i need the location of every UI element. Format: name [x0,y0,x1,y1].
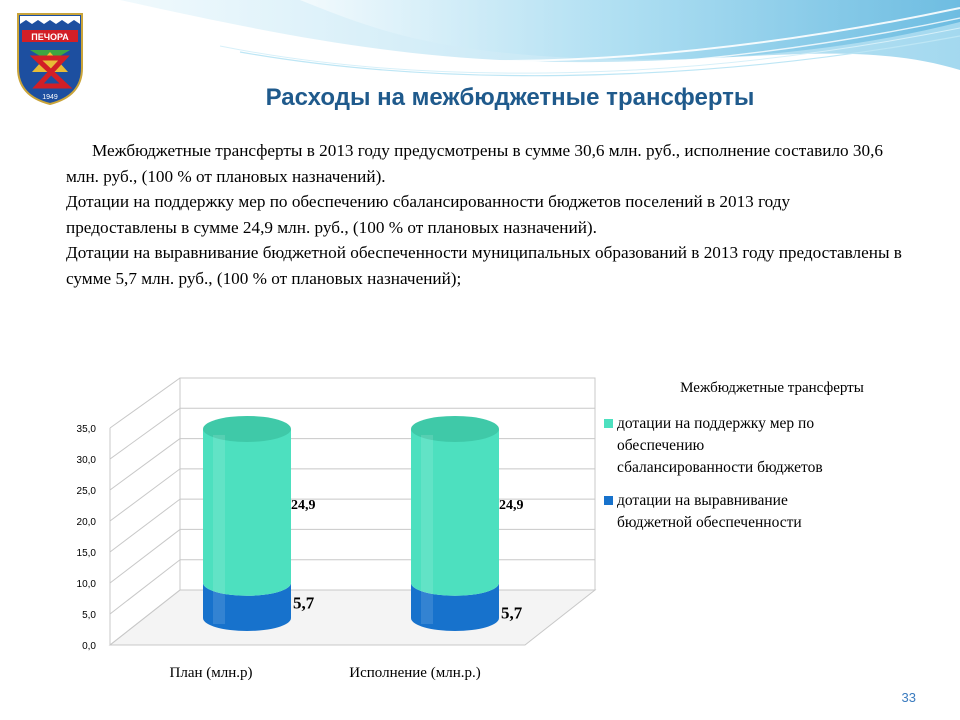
slide-title: Расходы на межбюджетные трансферты [265,84,755,111]
legend-text: сбалансированности бюджетов [617,459,823,476]
x-axis-categories [170,665,481,681]
y-tick-label: 10,0 [76,579,96,590]
y-tick-label: 15,0 [76,548,96,559]
gridline-side [110,378,180,428]
legend-swatch [604,419,613,428]
data-label-equalization: 5,7 [293,593,315,613]
legend-text: бюджетной обеспеченности [617,514,802,531]
paragraph-equalization-subsidies: Дотации на выравнивание бюджетной обеспеченности муниципальных образований в 2013 году предоставлены в сумме 5,7 млн. руб., (100 % от плановых назначений); [66,243,902,288]
legend-text: дотации на поддержку мер по [617,415,815,432]
chart-floor [110,590,595,645]
gridline-side [110,408,180,459]
bar-highlight [421,435,433,624]
gridline-side [110,439,180,490]
y-axis-ticks [77,424,97,652]
data-label-balance: 24,9 [499,497,524,513]
x-category-label: Исполнение (млн.р.) [349,665,481,681]
y-tick-label: 20,0 [76,517,96,528]
chart-title: Межбюджетные трансферты [680,380,864,396]
paragraph-balance-subsidies: Дотации на поддержку мер по обеспечению сбалансированности бюджетов поселений в 2013 году предоставлены в сумме 24,9 млн. руб., (100 % от плановых назначений). [66,192,791,237]
chart-legend [604,415,823,531]
y-tick-label: 5,0 [82,610,96,621]
svg-text:ПЕЧОРА: ПЕЧОРА [31,32,69,42]
gridline-side [110,469,180,521]
y-tick-label: 25,0 [76,486,96,497]
gridline-side [110,529,180,583]
x-category-label: План (млн.р) [169,665,253,681]
bar-highlight [213,435,225,624]
data-label-equalization: 5,7 [501,603,523,623]
y-tick-label: 35,0 [76,424,96,435]
legend-swatch [604,496,613,505]
paragraph-total: Межбюджетные трансферты в 2013 году предусмотрены в сумме 30,6 млн. руб., исполнение составило 30,6 млн. руб., (100 % от плановых назначений). [66,141,884,186]
legend-text: дотации на выравнивание [617,492,788,509]
legend-text: обеспечению [617,437,705,454]
gridline-side [110,499,180,552]
page-number: 33 [901,690,916,705]
y-tick-label: 30,0 [76,455,96,466]
data-label-balance: 24,9 [291,497,316,513]
svg-text:1949: 1949 [42,94,58,101]
y-tick-label: 0,0 [82,641,96,652]
